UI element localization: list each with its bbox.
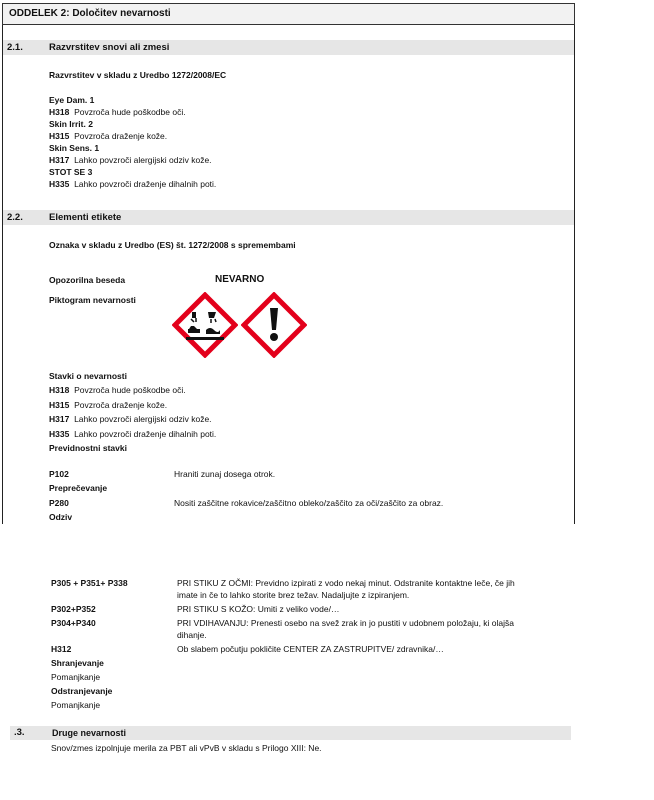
p280-code: P280 (49, 498, 69, 508)
hazard-text: Povzroča draženje kože. (74, 131, 168, 141)
list-item (49, 106, 549, 118)
p102-text: Hraniti zunaj dosega otrok. (174, 469, 276, 479)
hazard-statements-heading: Stavki o nevarnosti (49, 371, 127, 381)
storage-heading: Shranjevanje (51, 658, 104, 668)
hazard-text: Lahko povzroči alergijski odziv kože. (74, 414, 212, 424)
section-number: 2.2. (7, 212, 23, 223)
list-item (49, 413, 549, 428)
other-hazards-text: Snov/zmes izpolnjuje merila za PBT ali vPvB v skladu s Prilogo XIII: Ne. (51, 743, 322, 753)
hazard-code: H317 (49, 155, 70, 165)
hazard-text: Povzroča hude poškodbe oči. (74, 385, 186, 395)
p102-code: P102 (49, 469, 69, 479)
section-2-1-band (3, 40, 574, 55)
hazard-statements-list (49, 384, 549, 442)
section-title: Elementi etikete (49, 212, 122, 223)
hazard-code: H315 (49, 131, 70, 141)
p305-code: P305 + P351+ P338 (51, 578, 128, 588)
list-item (49, 428, 549, 443)
section-title: Druge nevarnosti (52, 728, 127, 738)
section-number: 2.1. (7, 42, 23, 53)
hazard-code: H315 (49, 399, 70, 410)
label-subtitle: Oznaka v skladu z Uredbo (ES) št. 1272/2008 s spremembami (49, 240, 296, 250)
list-item (49, 118, 549, 130)
list-item (49, 142, 549, 154)
precautionary-statements-heading: Previdnostni stavki (49, 443, 127, 453)
hazard-code: H335 (49, 179, 70, 189)
hazard-text: Lahko povzroči draženje dihalnih poti. (74, 428, 217, 439)
classification-subtitle: Razvrstitev v skladu z Uredbo 1272/2008/EC (49, 70, 227, 80)
class-code: Skin Sens. 1 (49, 143, 100, 153)
list-item (49, 399, 549, 414)
p280-text: Nositi zaščitne rokavice/zaščitno obleko/zaščito za oči/zaščito za obraz. (174, 498, 444, 508)
response-heading: Odziv (49, 512, 73, 522)
class-code: Eye Dam. 1 (49, 95, 95, 105)
list-item (49, 166, 549, 178)
hazard-code: H335 (49, 428, 70, 439)
list-item (49, 94, 549, 106)
signal-word-value: NEVARNO (215, 274, 265, 285)
p305-text-line2: imate in če to lahko storite brez težav. Nadaljujte z izpiranjem. (177, 590, 410, 600)
p302-text: PRI STIKU S KOŽO: Umiti z veliko vode/… (177, 604, 340, 614)
list-item (49, 178, 549, 190)
exclamation-mark-icon (241, 292, 307, 358)
section-title: Razvrstitev snovi ali zmesi (49, 42, 170, 53)
list-item (49, 384, 549, 399)
prevention-heading: Preprečevanje (49, 483, 108, 493)
hazard-code: H317 (49, 414, 70, 424)
disposal-heading: Odstranjevanje (51, 686, 113, 696)
hazard-code: H318 (49, 385, 70, 395)
hazard-code: H318 (49, 107, 70, 117)
page-left-border (2, 3, 3, 524)
p304-text-line1: PRI VDIHAVANJU: Prenesti osebo na svež zrak in jo pustiti v udobnem položaju, ki olajša (177, 618, 515, 628)
p304-code: P304+P340 (51, 618, 96, 628)
hazard-text: Lahko povzroči alergijski odziv kože. (74, 155, 212, 165)
pictogram-label: Piktogram nevarnosti (49, 295, 136, 305)
list-item (49, 154, 549, 166)
section-number: .3. (14, 727, 25, 738)
p305-text-line1: PRI STIKU Z OČMI: Previdno izpirati z vodo nekaj minut. Odstranite kontaktne leče, če jih (177, 578, 515, 588)
page-right-border (574, 3, 575, 524)
classification-list (49, 94, 549, 190)
class-code: Skin Irrit. 2 (49, 119, 93, 129)
section-2-3-band (10, 726, 571, 740)
signal-word-label: Opozorilna beseda (49, 275, 126, 285)
section-2-2-band (3, 210, 574, 225)
hazard-text: Povzroča hude poškodbe oči. (74, 107, 186, 117)
hazard-text: Povzroča draženje kože. (74, 399, 168, 410)
h312-code: H312 (51, 644, 72, 654)
section-header: ODDELEK 2: Določitev nevarnosti (2, 3, 575, 25)
storage-value: Pomanjkanje (51, 672, 101, 682)
disposal-value: Pomanjkanje (51, 700, 101, 710)
hazard-text: Lahko povzroči draženje dihalnih poti. (74, 179, 217, 189)
h312-text: Ob slabem počutju pokličite CENTER ZA ZASTRUPITVE/ zdravnika/… (177, 644, 444, 654)
p304-text-line2: dihanje. (177, 630, 207, 640)
class-code: STOT SE 3 (49, 167, 93, 177)
p302-code: P302+P352 (51, 604, 96, 614)
list-item (49, 130, 549, 142)
corrosion-icon (172, 292, 238, 358)
